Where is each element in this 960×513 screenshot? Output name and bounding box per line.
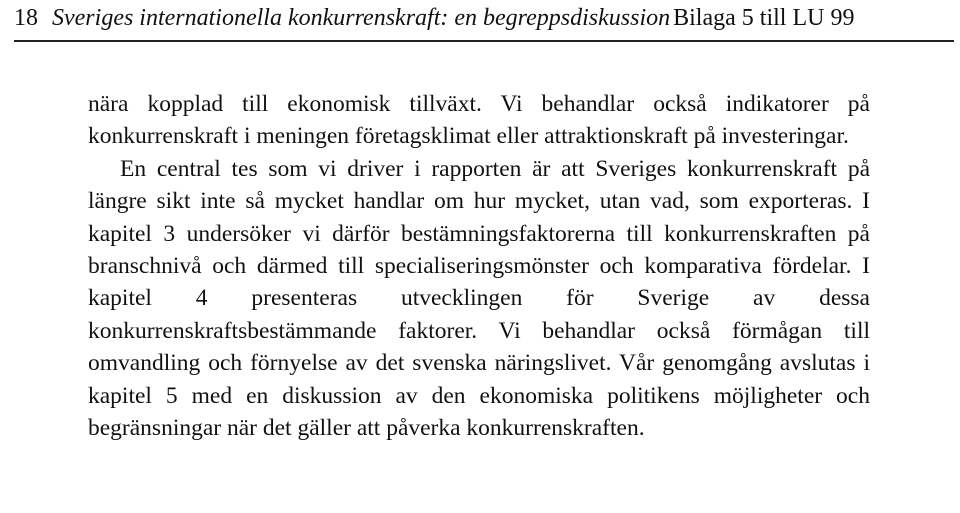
body-text bbox=[88, 88, 870, 444]
page-header bbox=[14, 1, 954, 35]
running-title: Sveriges internationella konkurrenskraft: en begreppsdiskussion bbox=[52, 5, 671, 31]
paragraph-continuation: nära kopplad till ekonomisk tillväxt. Vi behandlar också indikatorer på konkurrenskraft i meningen företagsklimat eller attraktionskraft på investeringar. bbox=[88, 91, 870, 150]
paragraph: En central tes som vi driver i rapporten är att Sveriges konkurrenskraft på längre sikt inte så mycket handlar om hur mycket, utan vad, som exporteras. I kapitel 3 undersöker vi därför bestämningsfaktorerna till konkurrenskraften på branschnivå och därmed till specialiseringsmönster och komparativa fördelar. I kapitel 4 presenteras utvecklingen för Sverige av dessa konkurrenskraftsbestämmande faktorer. Vi behandlar också förmågan till omvandling och förnyelse av det svenska näringslivet. Vår genomgång avslutas i kapitel 5 med en diskussion av den ekonomiska politikens möjligheter och begränsningar när det gäller att påverka konkurrenskraften. bbox=[88, 155, 870, 442]
header-rule bbox=[14, 40, 954, 42]
page-number: 18 bbox=[14, 5, 38, 31]
appendix-label: Bilaga 5 till LU 99 bbox=[673, 5, 855, 31]
